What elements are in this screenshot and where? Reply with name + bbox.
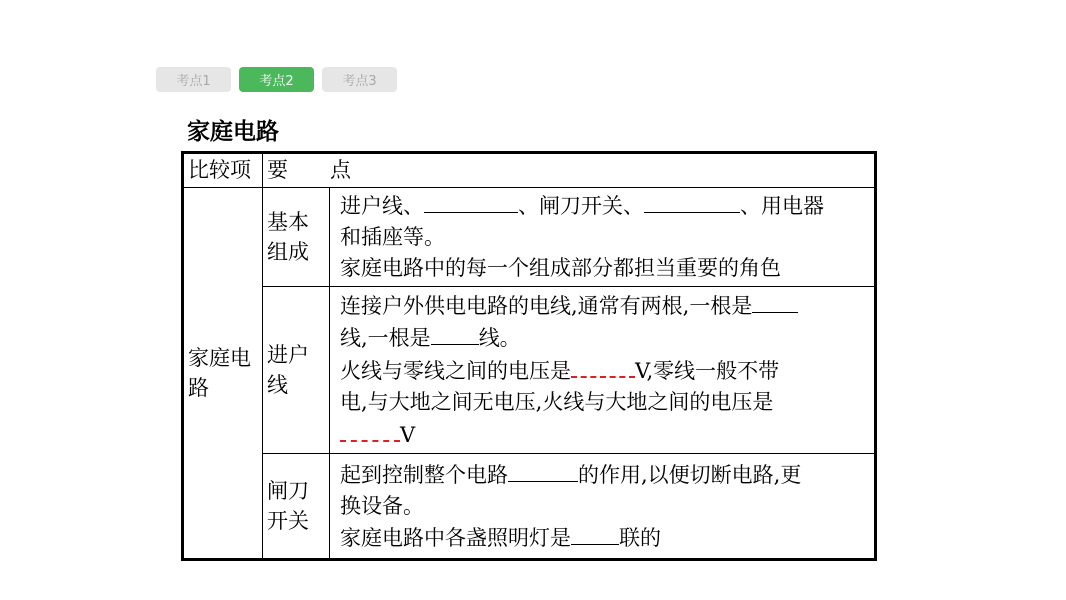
content-cell: 进户线、 、闸刀开关、 、用电器 和插座等。 家庭电路中的每一个组成部分都担当重要的角色 (330, 188, 876, 287)
table-row (183, 454, 876, 560)
header-key-points: 要 点 (263, 153, 876, 188)
fill-blank[interactable] (431, 322, 479, 345)
section-title: 家庭电路 (187, 119, 279, 145)
fill-blank[interactable] (424, 190, 518, 213)
table-row (183, 188, 876, 287)
fill-blank[interactable] (644, 190, 740, 213)
tab-kaodian-1[interactable]: 考点1 (156, 67, 231, 92)
fill-blank[interactable] (571, 522, 619, 545)
fill-blank[interactable] (508, 459, 578, 482)
content-cell: 连接户外供电电路的电线,通常有两根,一根是 线,一根是 线。 火线与零线之间的电压是 V,零线一般不带 电,与大地之间无电压,火线与大地之间的电压是 V (330, 287, 876, 454)
fill-blank[interactable] (340, 418, 400, 442)
table-row (183, 287, 876, 454)
fill-blank[interactable] (752, 290, 798, 313)
content-cell: 起到控制整个电路 的作用,以便切断电路,更 换设备。 家庭电路中各盏照明灯是 联的 (330, 454, 876, 560)
sub-item-cell: 基本组成 (263, 188, 330, 287)
knowledge-table (181, 151, 877, 561)
category-cell: 家庭电路 (183, 188, 263, 560)
sub-item-cell: 闸刀开关 (263, 454, 330, 560)
table-header-row (183, 153, 876, 188)
fill-blank[interactable] (571, 354, 635, 378)
sub-item-cell: 进户线 (263, 287, 330, 454)
tab-bar (156, 67, 397, 92)
header-compare-item: 比较项 (183, 153, 263, 188)
tab-kaodian-3[interactable]: 考点3 (322, 67, 397, 92)
tab-kaodian-2[interactable]: 考点2 (239, 67, 314, 92)
